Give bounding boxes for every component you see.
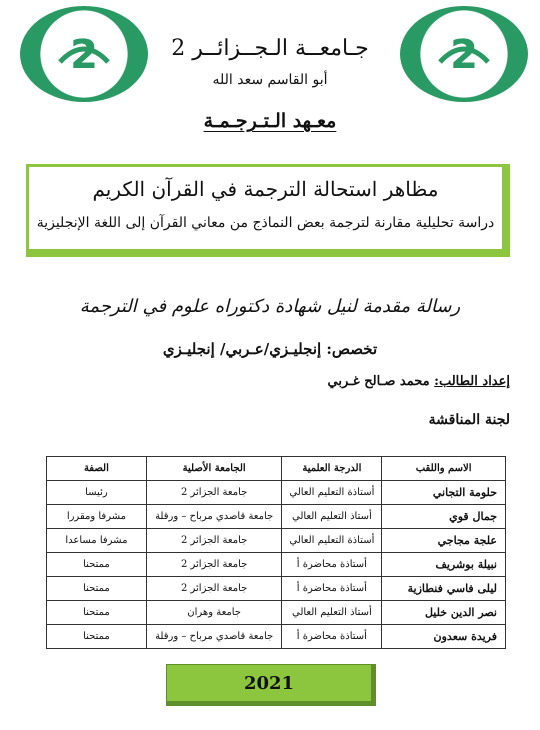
member-university: جامعة قاصدي مرباح – ورقلة bbox=[146, 505, 282, 529]
member-rank: أستاذة التعليم العالي bbox=[282, 529, 382, 553]
member-rank: أستاذة محاضرة أ bbox=[282, 625, 382, 649]
member-name: ليلى فاسي فنطازية bbox=[382, 577, 506, 601]
member-university: جامعة الجزائر 2 bbox=[146, 529, 282, 553]
table-row bbox=[47, 505, 506, 529]
svg-text:2: 2 bbox=[450, 32, 478, 78]
table-row bbox=[47, 577, 506, 601]
thesis-title: مظاهر استحالة الترجمة في القرآن الكريم bbox=[92, 177, 439, 201]
thesis-degree: رسالة مقدمة لنيل شهادة دكتوراه علوم في الترجمة bbox=[79, 296, 461, 317]
student-label: إعداد الطالب: bbox=[434, 374, 510, 389]
thesis-title-box bbox=[26, 164, 510, 257]
committee-table bbox=[46, 456, 506, 649]
specialty: تخصص: إنجليـزي/عـربي/ إنجليـزي bbox=[162, 340, 378, 358]
member-name: حلومة التجاني bbox=[382, 481, 506, 505]
student-line bbox=[327, 374, 510, 389]
member-university: جامعة وهران bbox=[146, 601, 282, 625]
column-header: الاسم واللقب bbox=[382, 457, 506, 481]
university-name: جـامعــة الـجــزائــر 2 bbox=[171, 36, 369, 61]
table-row bbox=[47, 625, 506, 649]
column-header: الصفة bbox=[47, 457, 147, 481]
member-role: رئيسا bbox=[47, 481, 147, 505]
member-rank: أستاذة التعليم العالي bbox=[282, 481, 382, 505]
member-name: نبيلة بوشريف bbox=[382, 553, 506, 577]
table-row bbox=[47, 481, 506, 505]
member-university: جامعة الجزائر 2 bbox=[146, 481, 282, 505]
student-name: محمد صـالح غـربي bbox=[327, 374, 430, 389]
member-rank: أستاذ التعليم العالي bbox=[282, 601, 382, 625]
institute-name-text: معـهد الـتـرجـمـة bbox=[203, 110, 337, 132]
column-header: الجامعة الأصلية bbox=[146, 457, 282, 481]
table-row bbox=[47, 601, 506, 625]
member-role: ممتحنا bbox=[47, 601, 147, 625]
svg-text:2: 2 bbox=[70, 32, 98, 78]
university-namesake: أبو القاسم سعد الله bbox=[212, 72, 328, 88]
table-row bbox=[47, 553, 506, 577]
member-rank: أستاذ التعليم العالي bbox=[282, 505, 382, 529]
member-rank: أستاذة محاضرة أ bbox=[282, 577, 382, 601]
university-logo-right bbox=[400, 6, 528, 102]
member-university: جامعة الجزائر 2 bbox=[146, 577, 282, 601]
member-role: مشرفا مساعدا bbox=[47, 529, 147, 553]
member-name: فريدة سعدون bbox=[382, 625, 506, 649]
member-university: جامعة قاصدي مرباح – ورقلة bbox=[146, 625, 282, 649]
member-university: جامعة الجزائر 2 bbox=[146, 553, 282, 577]
table-row bbox=[47, 529, 506, 553]
university-seal-icon bbox=[20, 6, 148, 102]
member-rank: أستاذة محاضرة أ bbox=[282, 553, 382, 577]
member-name: جمال قوي bbox=[382, 505, 506, 529]
university-seal-icon bbox=[400, 6, 528, 102]
member-role: ممتحنا bbox=[47, 577, 147, 601]
member-role: ممتحنا bbox=[47, 553, 147, 577]
university-logo-left bbox=[20, 6, 148, 102]
member-name: علجة مجاجي bbox=[382, 529, 506, 553]
institute-name bbox=[150, 110, 390, 132]
member-role: مشرفا ومقررا bbox=[47, 505, 147, 529]
committee-heading: لجنة المناقشة bbox=[428, 412, 510, 428]
member-name: نصر الدين خليل bbox=[382, 601, 506, 625]
table-header-row bbox=[47, 457, 506, 481]
column-header: الدرجة العلمية bbox=[282, 457, 382, 481]
year-badge: 2021 bbox=[166, 664, 376, 706]
thesis-subtitle: دراسة تحليلية مقارنة لترجمة بعض النماذج من معاني القرآن إلى اللغة الإنجليزية bbox=[36, 215, 495, 231]
member-role: ممتحنا bbox=[47, 625, 147, 649]
